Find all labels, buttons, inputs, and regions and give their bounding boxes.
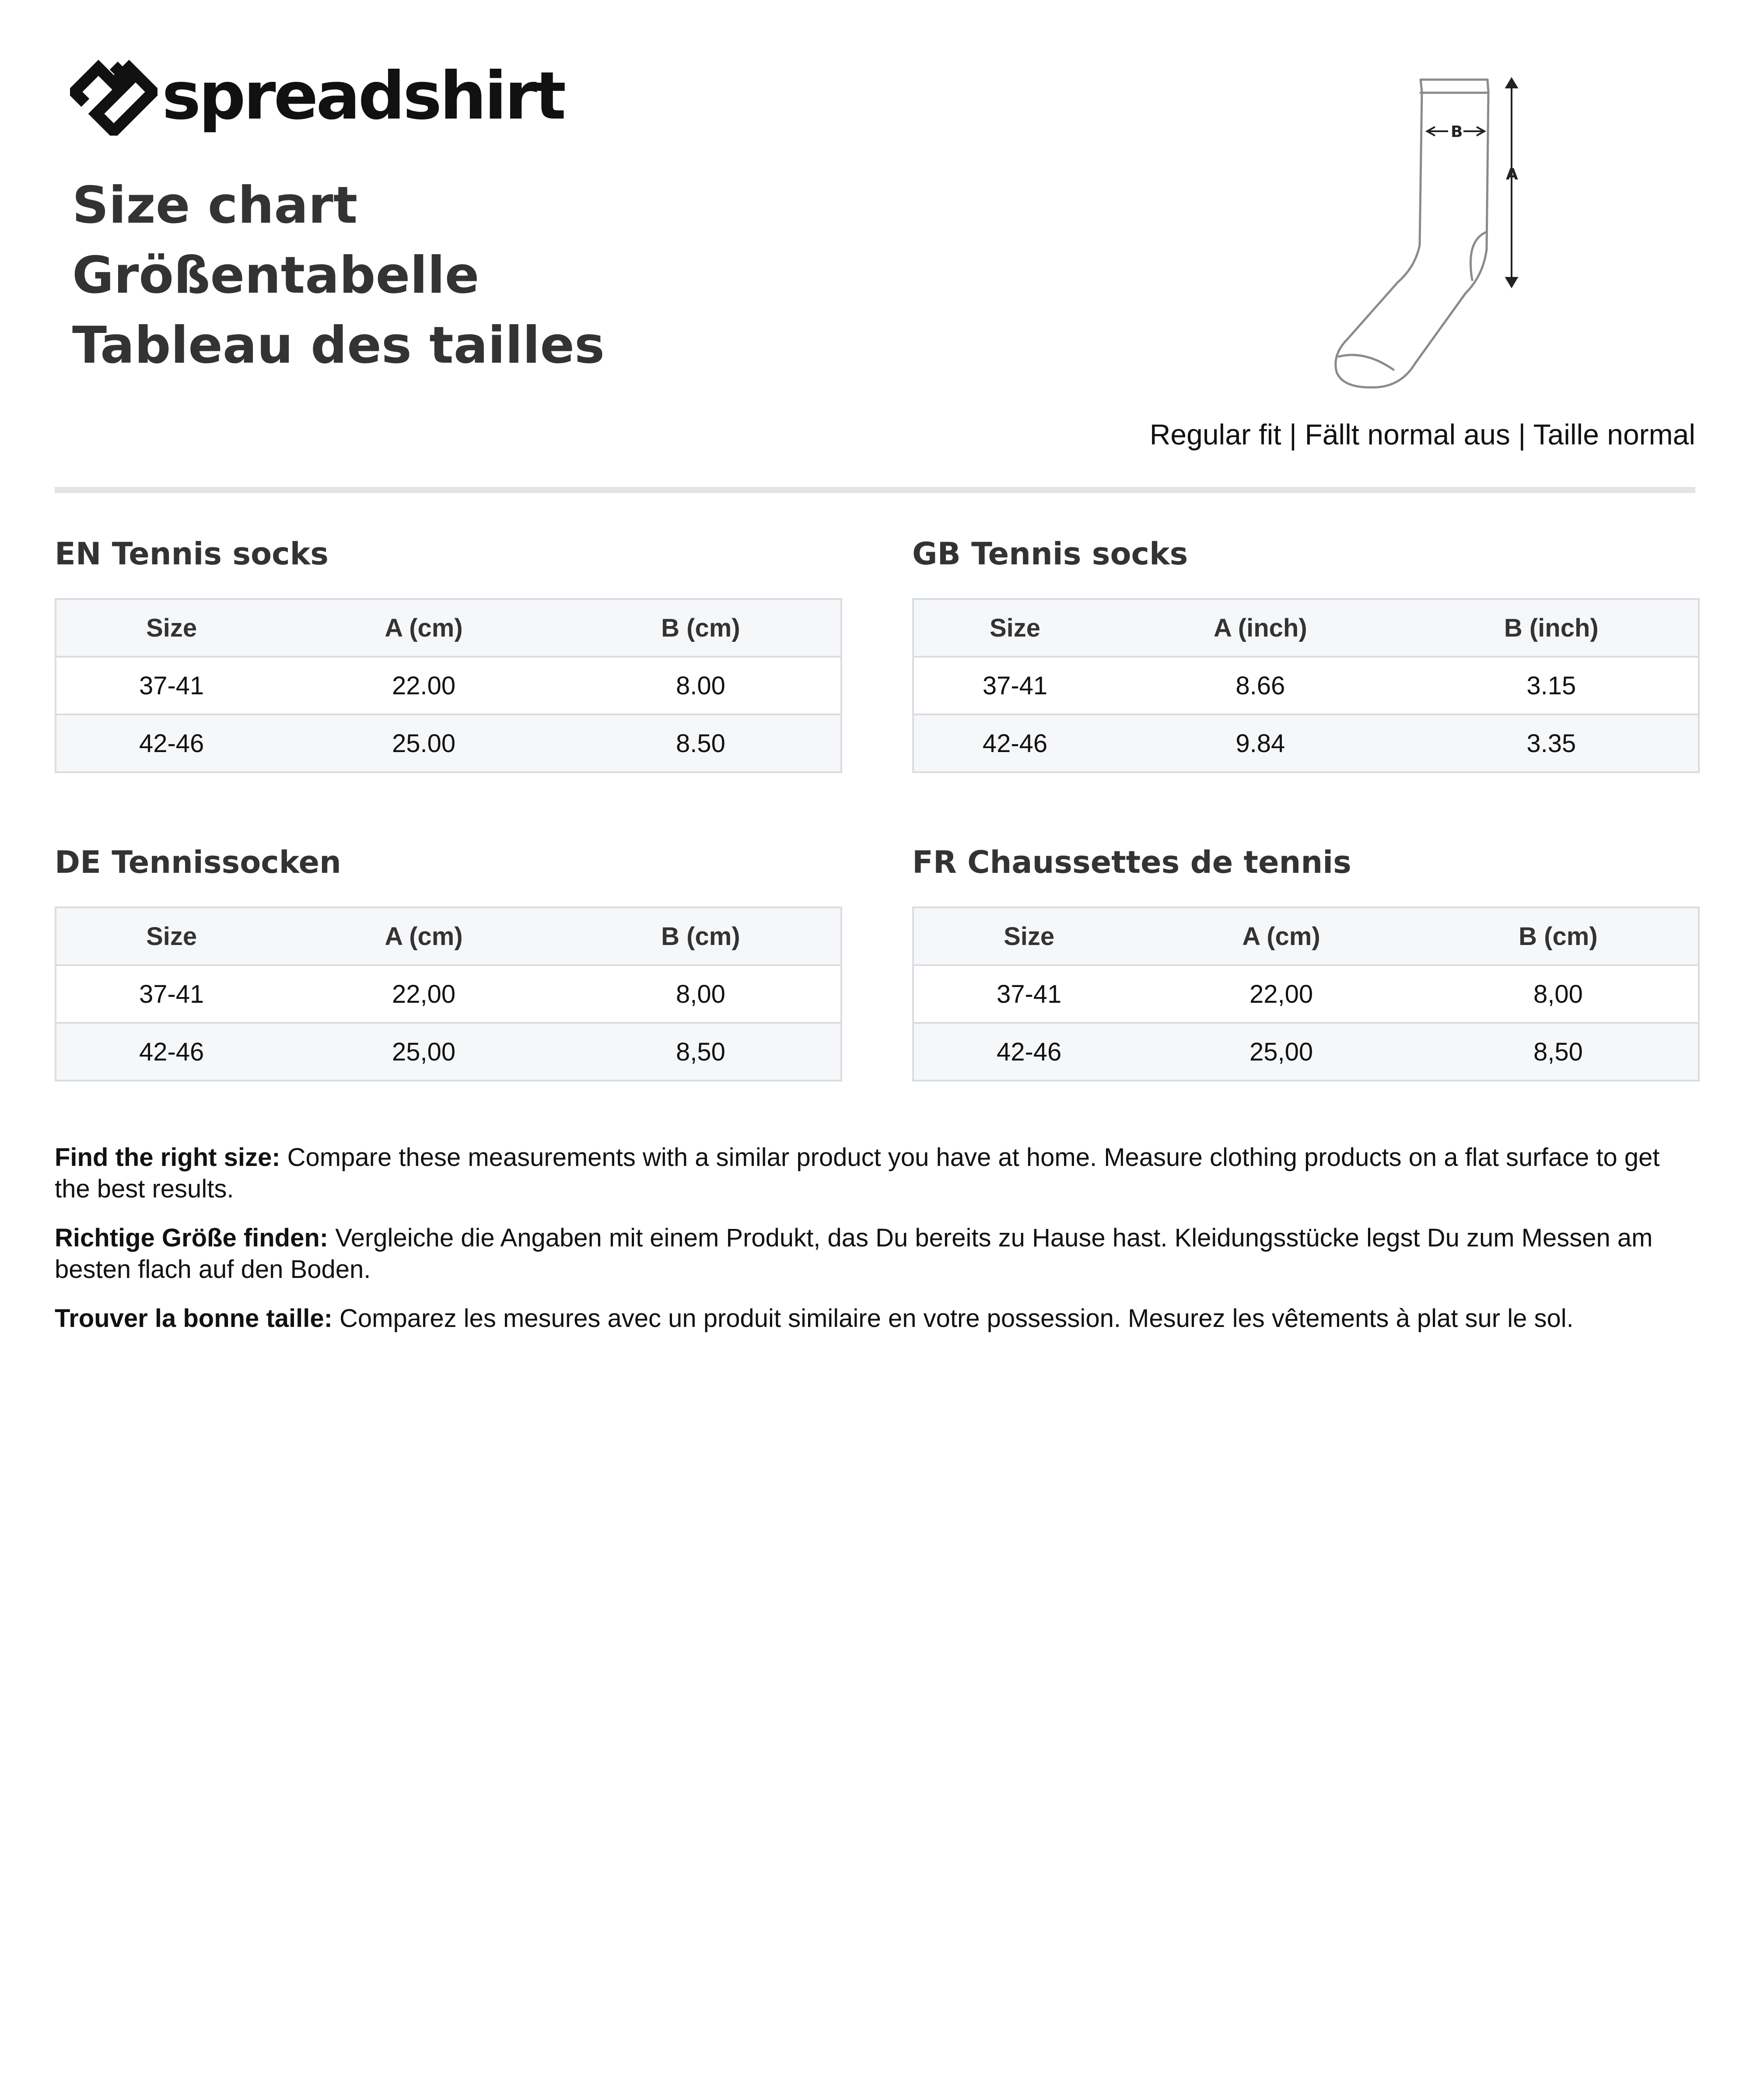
table-row bbox=[56, 965, 841, 1023]
table-cell: 25,00 bbox=[287, 1023, 561, 1081]
table-gb bbox=[912, 536, 1700, 773]
table-fr bbox=[912, 844, 1700, 1082]
label-b: B bbox=[1451, 123, 1463, 141]
note-fr bbox=[55, 1303, 1700, 1334]
divider bbox=[55, 487, 1695, 493]
note-label: Richtige Größe finden: bbox=[55, 1224, 329, 1252]
fit-text: Regular fit | Fällt normal aus | Taille normal bbox=[1149, 418, 1695, 451]
column-header: B (cm) bbox=[561, 907, 841, 965]
table-cell: 8,50 bbox=[1418, 1023, 1699, 1081]
table-cell: 3.15 bbox=[1405, 657, 1699, 714]
title-de: Größentabelle bbox=[72, 246, 480, 305]
table-cell: 37-41 bbox=[913, 965, 1144, 1023]
table-cell: 22.00 bbox=[287, 657, 561, 714]
table-heading: DE Tennissocken bbox=[55, 844, 341, 880]
table-row bbox=[913, 965, 1699, 1023]
column-header: Size bbox=[913, 599, 1116, 657]
note-text: Vergleiche die Angaben mit einem Produkt, das Du bereits zu Hause hast. Kleidungsstücke legst Du zum Messen am besten flach auf den Boden. bbox=[55, 1224, 1653, 1284]
table-row bbox=[913, 1023, 1699, 1081]
table-cell: 22,00 bbox=[287, 965, 561, 1023]
table-cell: 8,00 bbox=[1418, 965, 1699, 1023]
size-notes bbox=[55, 1142, 1700, 1352]
column-header: A (inch) bbox=[1116, 599, 1405, 657]
page-titles bbox=[72, 171, 605, 381]
table-heading: FR Chaussettes de tennis bbox=[912, 844, 1351, 880]
table-row bbox=[913, 714, 1699, 772]
note-text: Comparez les mesures avec un produit similaire en votre possession. Mesurez les vêtements à plat sur le sol. bbox=[332, 1304, 1574, 1333]
column-header: B (cm) bbox=[1418, 907, 1699, 965]
table-cell: 42-46 bbox=[56, 714, 287, 772]
table-heading: EN Tennis socks bbox=[55, 536, 329, 572]
note-label: Trouver la bonne taille: bbox=[55, 1304, 332, 1333]
table-en bbox=[55, 536, 842, 773]
table-row bbox=[913, 657, 1699, 714]
table-cell: 42-46 bbox=[56, 1023, 287, 1081]
table-cell: 8,00 bbox=[561, 965, 841, 1023]
table-heading: GB Tennis socks bbox=[912, 536, 1188, 572]
label-a: A bbox=[1506, 165, 1518, 183]
title-en: Size chart bbox=[72, 176, 358, 235]
column-header: B (cm) bbox=[561, 599, 841, 657]
table-cell: 22,00 bbox=[1144, 965, 1418, 1023]
column-header: A (cm) bbox=[287, 907, 561, 965]
brand-name: spreadshirt bbox=[162, 58, 564, 134]
table-cell: 8,50 bbox=[561, 1023, 841, 1081]
table-cell: 8.66 bbox=[1116, 657, 1405, 714]
note-de bbox=[55, 1222, 1700, 1285]
table-row bbox=[56, 1023, 841, 1081]
table-cell: 9.84 bbox=[1116, 714, 1405, 772]
table-cell: 3.35 bbox=[1405, 714, 1699, 772]
table-cell: 42-46 bbox=[913, 1023, 1144, 1081]
column-header: Size bbox=[913, 907, 1144, 965]
note-label: Find the right size: bbox=[55, 1143, 280, 1172]
column-header: B (inch) bbox=[1405, 599, 1699, 657]
table-cell: 8.50 bbox=[561, 714, 841, 772]
table-cell: 25,00 bbox=[1144, 1023, 1418, 1081]
table-cell: 8.00 bbox=[561, 657, 841, 714]
sock-measurement-icon bbox=[1317, 66, 1536, 394]
table-cell: 42-46 bbox=[913, 714, 1116, 772]
title-fr: Tableau des tailles bbox=[72, 316, 605, 375]
size-table bbox=[55, 598, 842, 773]
column-header: A (cm) bbox=[1144, 907, 1418, 965]
size-table bbox=[912, 598, 1700, 773]
column-header: Size bbox=[56, 907, 287, 965]
table-cell: 37-41 bbox=[913, 657, 1116, 714]
table-row bbox=[56, 657, 841, 714]
size-table bbox=[912, 906, 1700, 1082]
size-table bbox=[55, 906, 842, 1082]
note-en bbox=[55, 1142, 1700, 1205]
heart-diamond-logo-icon bbox=[70, 57, 158, 136]
column-header: Size bbox=[56, 599, 287, 657]
column-header: A (cm) bbox=[287, 599, 561, 657]
note-text: Compare these measurements with a similar product you have at home. Measure clothing products on a flat surface to get the best results. bbox=[55, 1143, 1660, 1203]
table-cell: 37-41 bbox=[56, 657, 287, 714]
table-de bbox=[55, 844, 842, 1082]
brand bbox=[70, 57, 564, 136]
table-cell: 25.00 bbox=[287, 714, 561, 772]
table-cell: 37-41 bbox=[56, 965, 287, 1023]
table-row bbox=[56, 714, 841, 772]
